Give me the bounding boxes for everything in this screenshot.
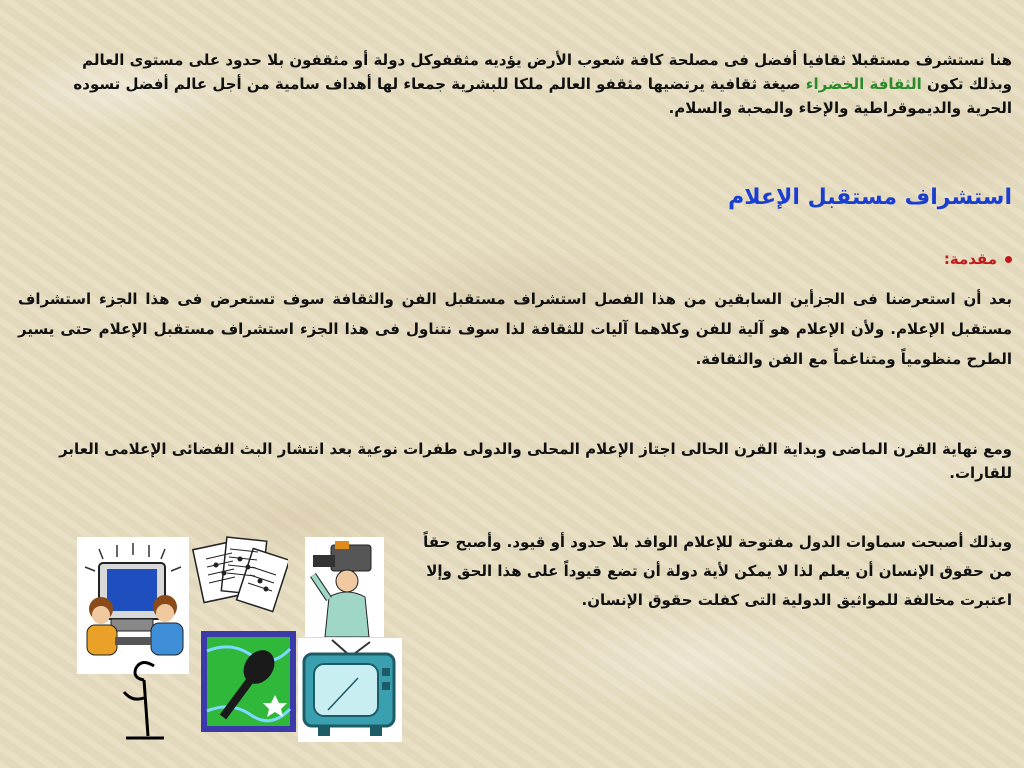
paragraph-intro-media: بعد أن استعرضنا فى الجزأين السابقين من هذا الفصل استشراف مستقبل الفن والثقافة سوف تستعرض فى هذا الجزء استشراف مستقبل الإعلام. ولأن الإعلام هو آلية للفن وكلاهما آليات للثقافة لذا سوف نتناول فى هذا الجزء استشراف مستقبل الإعلام حتى يسير الطرح منظومياً ومتناغماً مع الفن والثقافة. (18, 290, 1012, 368)
hook-anchor-icon (118, 654, 166, 744)
music-sheets-icon (192, 533, 288, 615)
bullet-icon (1005, 256, 1012, 263)
paragraph1-text-end: صيغة ثقافية يرتضيها مثقفو العالم ملكا للبشرية جمعاء لها أهداف سامية من أجل عالم أفضل تسوده الحرية والديموقراطية والإخاء والمحبة والسلام. (73, 75, 1012, 117)
microphone-icon (201, 631, 296, 732)
intro-label: مقدمة: (943, 250, 997, 268)
paragraph-satellite: ومع نهاية القرن الماضى وبداية القرن الحالى اجتاز الإعلام المحلى والدولى طفرات نوعية بعد انتشار البث الفضائى الإعلامى العابر للقارات. (59, 440, 1012, 482)
television-icon (298, 638, 402, 742)
green-culture-highlight: الثقافة الخضراء (805, 75, 922, 93)
intro-heading (944, 250, 1012, 268)
section-title: استشراف مستقبل الإعلام (728, 185, 1012, 210)
paragraph1-text-start: هنا نستشرف مستقبلا ثقافيا أفضل فى مصلحة كافة شعوب الأرض يؤديه مثقفوكل دولة أو مثقفون بلا حدود على مستوى العالم وبذلك تكون (82, 51, 1012, 93)
paragraph-open-skies: وبذلك أصبحت سماوات الدول مفتوحة للإعلام الوافد بلا حدود أو قيود. وأصبح حقاً من حقوق الإنسان أن يعلم لذا لا يمكن لأية دولة أن تضع قيوداً على هذا الحق وإلا اعتبرت مخالفة للمواثيق الدولية التى كفلت حقوق الإنسان. (423, 533, 1012, 609)
intro-paragraph (72, 48, 1012, 120)
cameraman-icon (305, 537, 384, 637)
